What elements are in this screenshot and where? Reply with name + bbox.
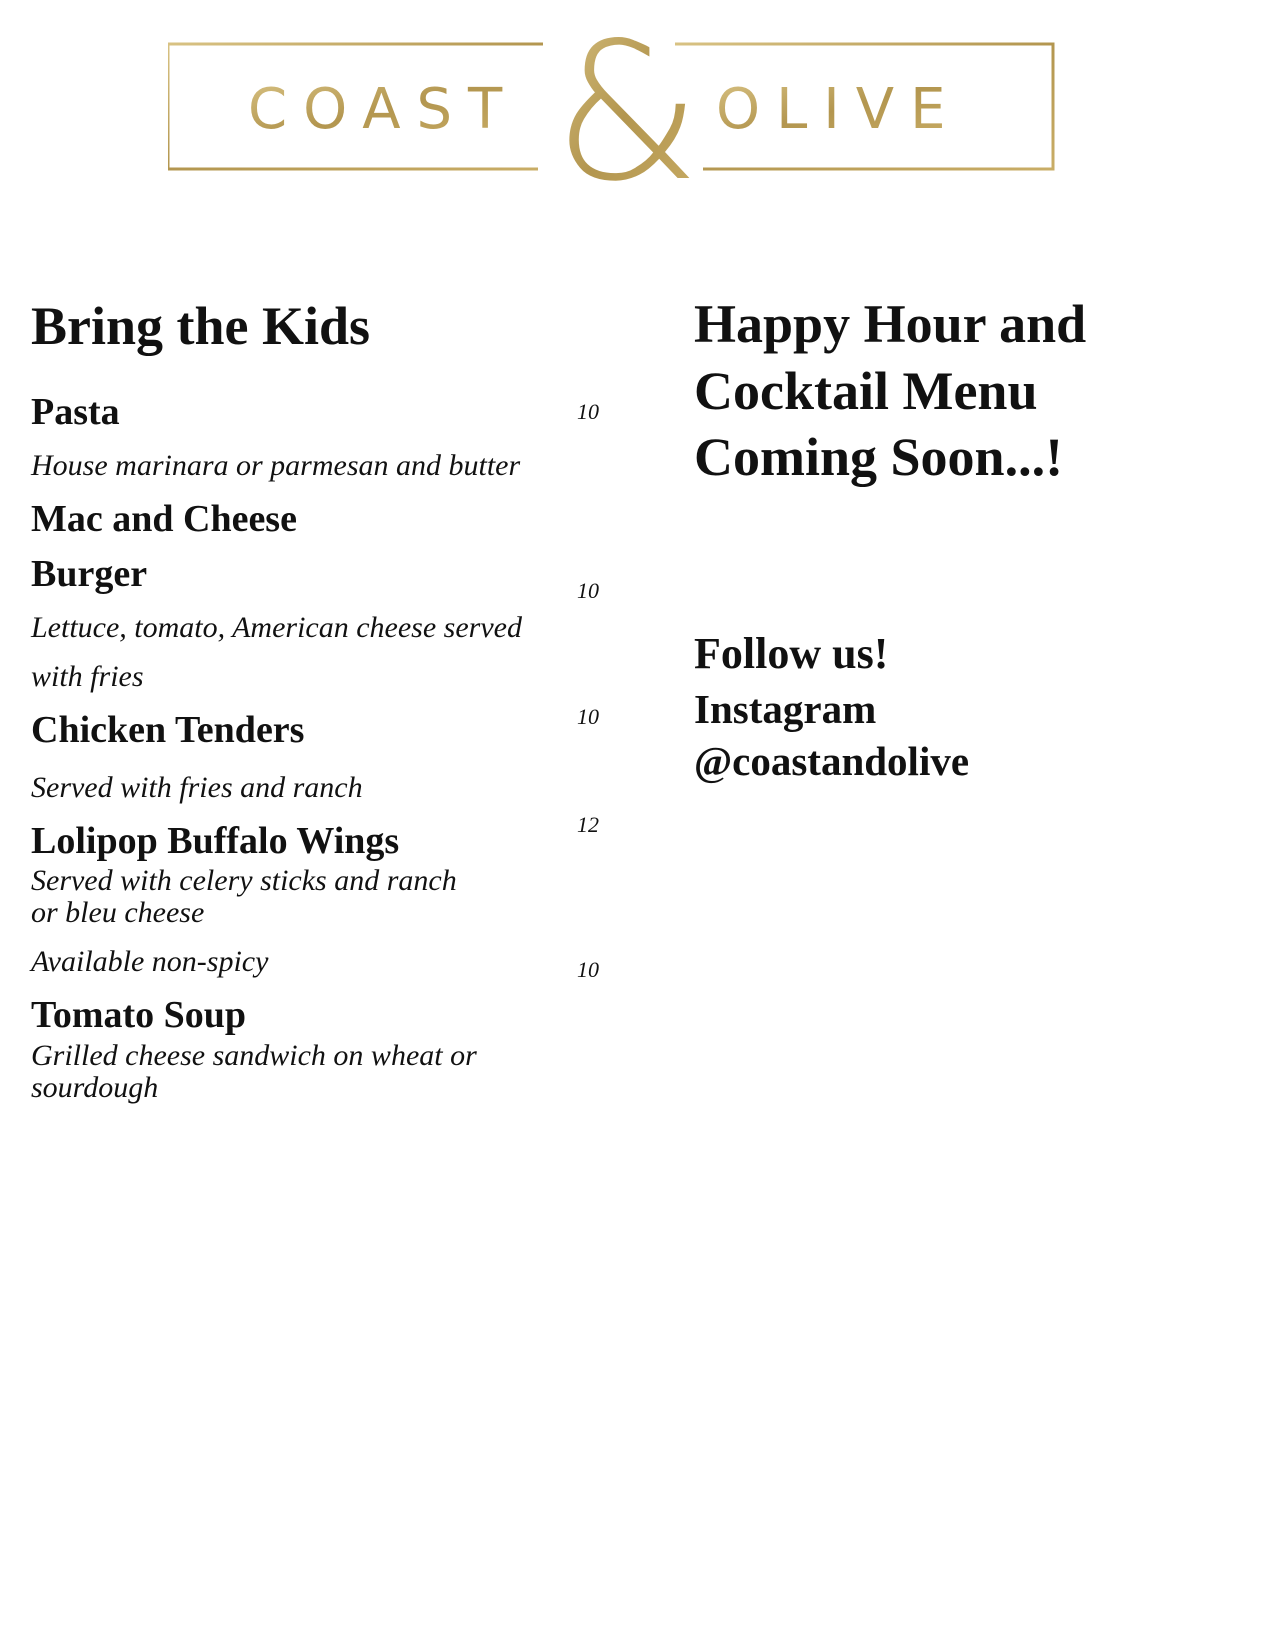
follow-heading: Follow us!: [694, 629, 889, 678]
menu-item-desc-tomato-soup-line-2: sourdough: [31, 1071, 159, 1104]
menu-item-desc-burger-line-2: with fries: [31, 660, 144, 693]
menu-item-name-tomato-soup: Tomato Soup: [31, 994, 247, 1036]
menu-item-name-buffalo-wings: Lolipop Buffalo Wings: [31, 820, 400, 862]
logo-ampersand: &: [553, 26, 702, 196]
instagram-handle: @coastandolive: [694, 738, 970, 784]
menu-item-desc-tomato-soup-line-1: Grilled cheese sandwich on wheat or: [31, 1039, 477, 1072]
announcement-line-3: Coming Soon...!: [694, 427, 1064, 487]
menu-item-desc-buffalo-wings-line-3: Available non-spicy: [31, 945, 269, 978]
menu-item-name-chicken-tenders: Chicken Tenders: [31, 709, 305, 751]
menu-item-desc-burger-line-1: Lettuce, tomato, American cheese served: [31, 611, 522, 644]
menu-item-price-tomato-soup: 10: [577, 957, 599, 982]
menu-item-desc-buffalo-wings-line-2: or bleu cheese: [31, 896, 205, 929]
menu-item-price-burger: 10: [577, 578, 599, 603]
menu-item-desc-pasta: House marinara or parmesan and butter: [31, 449, 521, 482]
announcement-line-2: Cocktail Menu: [694, 361, 1038, 421]
menu-item-price-chicken-tenders: 10: [577, 704, 599, 729]
kids-menu-title: Bring the Kids: [31, 296, 371, 356]
menu-item-price-buffalo-wings: 12: [577, 812, 599, 837]
menu-item-price-pasta: 10: [577, 399, 599, 424]
menu-item-desc-chicken-tenders: Served with fries and ranch: [31, 771, 363, 804]
menu-item-desc-buffalo-wings-line-1: Served with celery sticks and ranch: [31, 864, 457, 897]
announcement-line-1: Happy Hour and: [694, 294, 1087, 354]
logo-word-right: OLIVE: [716, 77, 962, 142]
brand-logo: [168, 26, 1098, 196]
social-platform: Instagram: [694, 686, 877, 732]
menu-item-name-burger: Burger: [31, 553, 148, 595]
menu-item-name-mac-and-cheese: Mac and Cheese: [31, 498, 297, 540]
menu-item-name-pasta: Pasta: [31, 391, 120, 433]
logo-word-left: COAST: [248, 77, 519, 142]
